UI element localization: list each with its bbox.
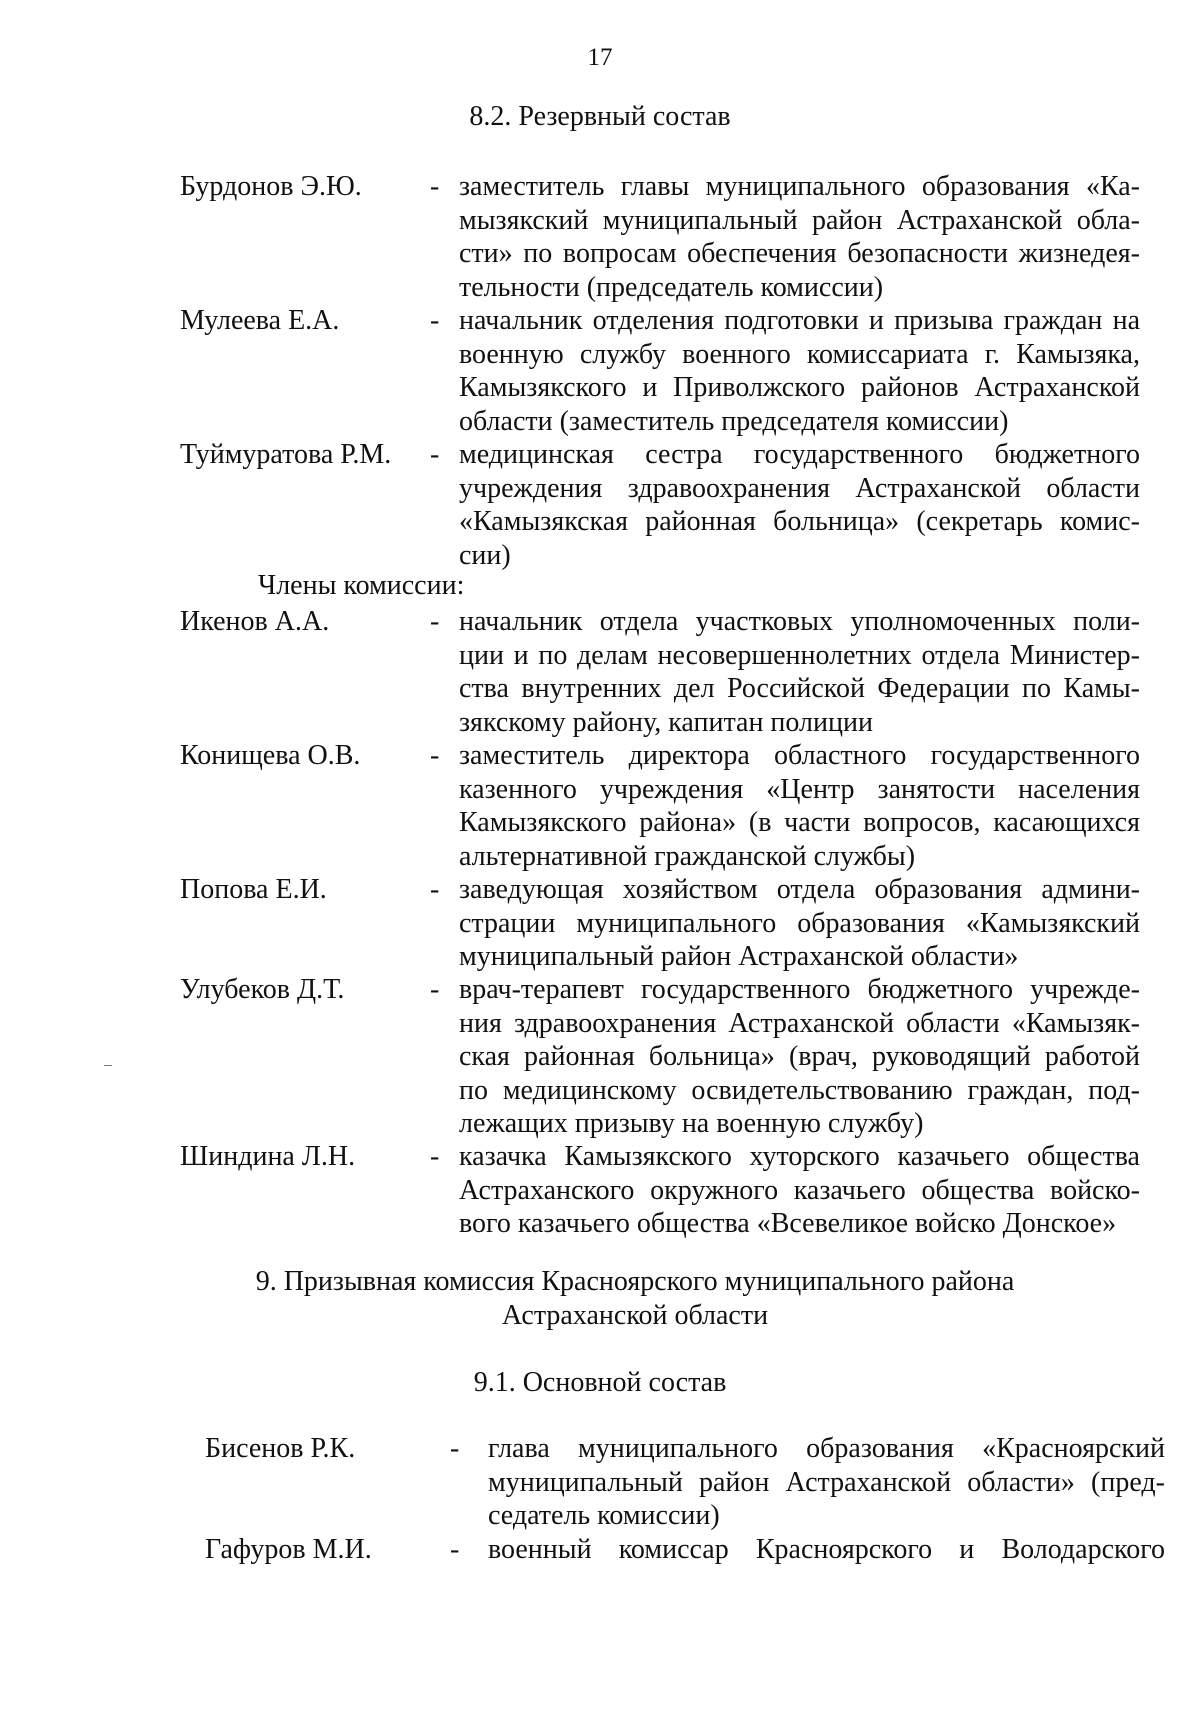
role-line: заместитель директора областного государственного xyxy=(459,740,1140,771)
dash-separator: - xyxy=(430,1141,440,1172)
role-line: начальник отдела участковых уполномоченных поли- xyxy=(459,606,1140,637)
dash-separator: - xyxy=(430,439,440,470)
role-line: ции и по делам несовершеннолетних отдела Министер- xyxy=(459,639,1140,671)
role-line: Астраханского окружного казачьего общества войско- xyxy=(459,1174,1140,1206)
dash-separator: - xyxy=(430,974,440,1005)
member-entry-popova xyxy=(180,873,1140,972)
member-role xyxy=(459,739,1140,873)
member-name: Туймуратова Р.М. xyxy=(180,439,392,470)
role-line: мызякский муниципальный район Астраханской обла- xyxy=(459,204,1140,236)
role-line: зякскому району, капитан полиции xyxy=(459,706,873,738)
section-subtitle-main: 9.1. Основной состав xyxy=(473,1367,727,1398)
member-name: Шиндина Л.Н. xyxy=(180,1141,356,1172)
member-entry-tuymuratova xyxy=(180,438,1140,571)
role-line: заведующая хозяйством отдела образования админи- xyxy=(459,874,1140,905)
member-entry-burdonov xyxy=(180,170,1140,303)
member-role xyxy=(459,973,1140,1141)
member-name: Гафуров М.И. xyxy=(205,1534,372,1565)
role-line: вого казачьего общества «Всевеликое войско Донское» xyxy=(459,1208,1117,1239)
page-number: 17 xyxy=(587,44,613,71)
member-name: Бурдонов Э.Ю. xyxy=(180,171,362,202)
role-line: альтернативной гражданской службы) xyxy=(459,840,916,872)
role-line: муниципальный район Астраханской области» (пред- xyxy=(488,1466,1165,1498)
member-name: Конищева О.В. xyxy=(180,740,361,771)
member-entry-ulubekov xyxy=(180,973,1140,1139)
dash-separator: - xyxy=(430,606,440,637)
dash-separator: - xyxy=(430,740,440,771)
role-line: муниципальный район Астраханской области» xyxy=(459,941,1019,972)
member-name: Улубеков Д.Т. xyxy=(180,974,345,1005)
dash-separator: - xyxy=(450,1534,460,1565)
role-line: Камызякского района» (в части вопросов, касающихся xyxy=(459,807,1140,838)
section-title-line: Астраханской области xyxy=(501,1300,769,1331)
member-entry-konishcheva xyxy=(180,739,1140,872)
role-line: заместитель главы муниципального образования «Ка- xyxy=(459,171,1140,202)
role-line: казенного учреждения «Центр занятости населения xyxy=(459,773,1140,805)
role-line: начальник отделения подготовки и призыва граждан на xyxy=(459,305,1140,336)
role-line: области (заместитель председателя комиссии) xyxy=(459,405,1009,437)
dash-separator: - xyxy=(430,305,440,336)
member-role xyxy=(488,1432,1165,1533)
section-title-line: 9. Призывная комиссия Красноярского муниципального района xyxy=(255,1266,1015,1297)
section-title-krasnoyarsk xyxy=(0,1265,1200,1333)
role-line: врач-терапевт государственного бюджетного учрежде- xyxy=(459,974,1140,1005)
members-label: Члены комиссии: xyxy=(258,570,465,601)
role-line: сти» по вопросам обеспечения безопасности жизнедея- xyxy=(459,238,1140,269)
role-line: военный комиссар Красноярского и Володарского xyxy=(488,1534,1165,1565)
member-role xyxy=(459,170,1140,304)
role-line: «Камызякская районная больница» (секретарь комис- xyxy=(459,506,1140,537)
role-line: учреждения здравоохранения Астраханской области xyxy=(459,472,1140,504)
member-role xyxy=(459,438,1140,572)
member-entry-shindina xyxy=(180,1140,1140,1239)
member-entry-ikenov xyxy=(180,605,1140,738)
member-role xyxy=(459,605,1140,739)
role-line: сии) xyxy=(459,539,511,571)
member-role xyxy=(459,873,1140,974)
role-line: ства внутренних дел Российской Федерации по Камы- xyxy=(459,673,1140,704)
role-line: медицинская сестра государственного бюджетного xyxy=(459,439,1140,470)
member-name: Икенов А.А. xyxy=(180,606,330,637)
role-line: казачка Камызякского хуторского казачьего общества xyxy=(459,1141,1140,1172)
role-line: седатель комиссии) xyxy=(488,1500,720,1531)
role-line: по медицинскому освидетельствованию граждан, под- xyxy=(459,1074,1140,1106)
member-entry-bisenov xyxy=(205,1432,1165,1531)
role-line: ская районная больница» (врач, руководящий работой xyxy=(459,1041,1140,1072)
member-role xyxy=(488,1533,1165,1567)
section-title-reserve: 8.2. Резервный состав xyxy=(469,101,731,132)
member-entry-muleeva xyxy=(180,304,1140,437)
member-name: Бисенов Р.К. xyxy=(205,1433,356,1464)
dash-separator: - xyxy=(430,171,440,202)
role-line: Камызякского и Приволжского районов Астраханской xyxy=(459,372,1140,403)
role-line: страции муниципального образования «Камызякский xyxy=(459,907,1140,939)
member-name: Попова Е.И. xyxy=(180,874,327,905)
role-line: ния здравоохранения Астраханской области «Камызяк- xyxy=(459,1007,1140,1039)
member-entry-gafurov xyxy=(205,1533,1165,1567)
role-line: тельности (председатель комиссии) xyxy=(459,271,884,303)
member-name: Мулеева Е.А. xyxy=(180,305,340,336)
role-line: военную службу военного комиссариата г. Камызяка, xyxy=(459,338,1140,370)
dash-separator: - xyxy=(430,874,440,905)
member-role xyxy=(459,304,1140,438)
role-line: глава муниципального образования «Красноярский xyxy=(488,1433,1165,1464)
scan-mark xyxy=(104,1065,112,1066)
member-role xyxy=(459,1140,1140,1241)
dash-separator: - xyxy=(450,1433,460,1464)
role-line: лежащих призыву на военную службу) xyxy=(459,1108,924,1139)
